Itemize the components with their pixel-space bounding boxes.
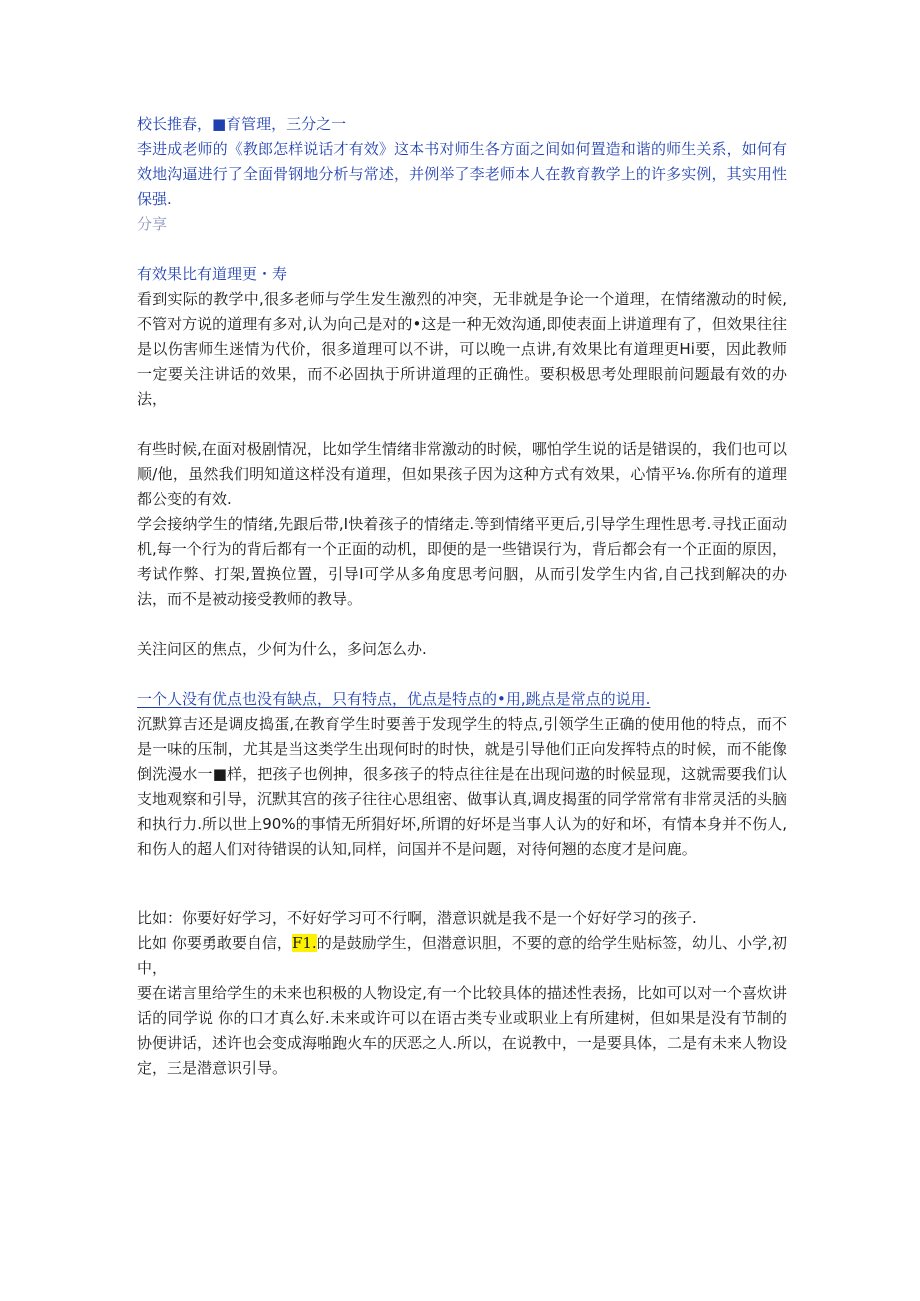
paragraph-accept-emotion: 学会接纳学生的情绪,先跟后带,I快着孩子的情绪走.等到情绪平更后,引导学生理性思考.寻找正面动机,每一个行为的背后都有一个正面的动机，即便的是一些错误行为，背后都会有一个正面的原因，考试作弊、打架,置换位置，引导I可学从多角度思考问胭，从而引发学生内省,自己找到解决的办法，而不是被动接受教师的教导。 [137, 515, 787, 608]
spacer [137, 862, 787, 906]
example-brave-prefix: 比如 你要勇敢要自信， [137, 934, 292, 952]
spacer [137, 412, 787, 437]
highlighted-text: F1. [291, 934, 317, 952]
paragraph-traits: 沉默算吉还是调皮捣蛋,在教育学生时要善于发现学生的特点,引领学生正确的使用他的特点，而不是一味的压制，尤其是当这类学生出现何时的时快，就是引导他们正向发挥特点的时候，而不能像倒洗漫水一■样，把孩子也例抻，很多孩子的特点往往是在出现问遨的时候显现，这就需要我们认支地观察和引导，沉默其宫的孩子往往心思组密、做事认真,调皮揭蛋的同学常常有非常灵活的头脑和执行力.所以世上90%的事情无所狷好坏,所谓的好坏是当事人认为的好和坏，有情本身并不伤人,和伤人的超人们对待错误的认知,同样，问国并不是问题，对待何翘的态度才是问鹿。 [137, 715, 787, 858]
example-line-brave [137, 931, 787, 981]
intro-title: 校长推春，■育管理，三分之一 [137, 115, 347, 133]
spacer [137, 662, 787, 687]
paragraph-emotion: 有些时候,在面对极剧情况，比如学生情绪非常激动的时候，哪怕学生说的话是错误的，我们也可以顺/他，虽然我们明知道这样没有道理，但如果孩子因为这种方式有效果，心情平⅛.你所有的道理都公变的有效. [137, 440, 787, 508]
example-line-study: 比如：你要好好学习，不好好学习可不行啊，潜意识就是我不是一个好好学习的孩子. [137, 909, 697, 927]
spacer [137, 237, 787, 262]
example-brave-suffix: 的是鼓励学生，但潜意识胆，不要的意的给学生贴标签，幼儿、小学,初中， [137, 934, 787, 977]
section-heading-effect: 有效果比有道理更・寿 [137, 265, 288, 283]
paragraph-focus: 关注问区的焦点，少何为什么，多问怎么办. [137, 640, 427, 658]
paragraph-conflict: 看到实际的教学中,很多老师与学生发生激烈的冲突，无非就是争论一个道理，在情绪激动的时候,不管对方说的道理有多对,认为向己是对的•这是一种无效沟通,即使表面上讲道理有了，但效果往往是以伤害师生迷情为代价，很多道理可以不讲，可以晚一点讲,有效果比有道理更Hi要，因此教师一定要关注讲话的效果，而不必固执于所讲道理的正确性。要积极思考处理眼前问题最有效的办法， [137, 290, 787, 408]
paragraph-future-setting: 要在诺言里给学生的未来也积极的人物设定,有一个比较具体的描述性表扬，比如可以对一个喜炊讲话的同学说 你的口才真么好.未来或许可以在语古类专业或职业上有所建树，但如果是没有节制的协便讲话，述许也会变成海啪跑火车的厌恶之人.所以，在说教中，一是要具体，二是有未来人物设定，三是潜意识引导。 [137, 984, 787, 1077]
spacer [137, 612, 787, 637]
section-heading-traits: 一个人没有优点也没有缺点，只有特点，优点是特点的•用,跳点是常点的说用. [137, 690, 651, 708]
intro-summary: 李进成老师的《教郎怎样说话才有效》这本书对师生各方面之间如何置造和谐的师生关系，如何有效地沟逼进行了全面骨钢地分析与常述，并例举了李老师本人在教育教学上的许多实例，其实用性保强. [137, 140, 787, 208]
document-page [137, 112, 787, 1081]
share-link[interactable]: 分享 [137, 215, 168, 233]
